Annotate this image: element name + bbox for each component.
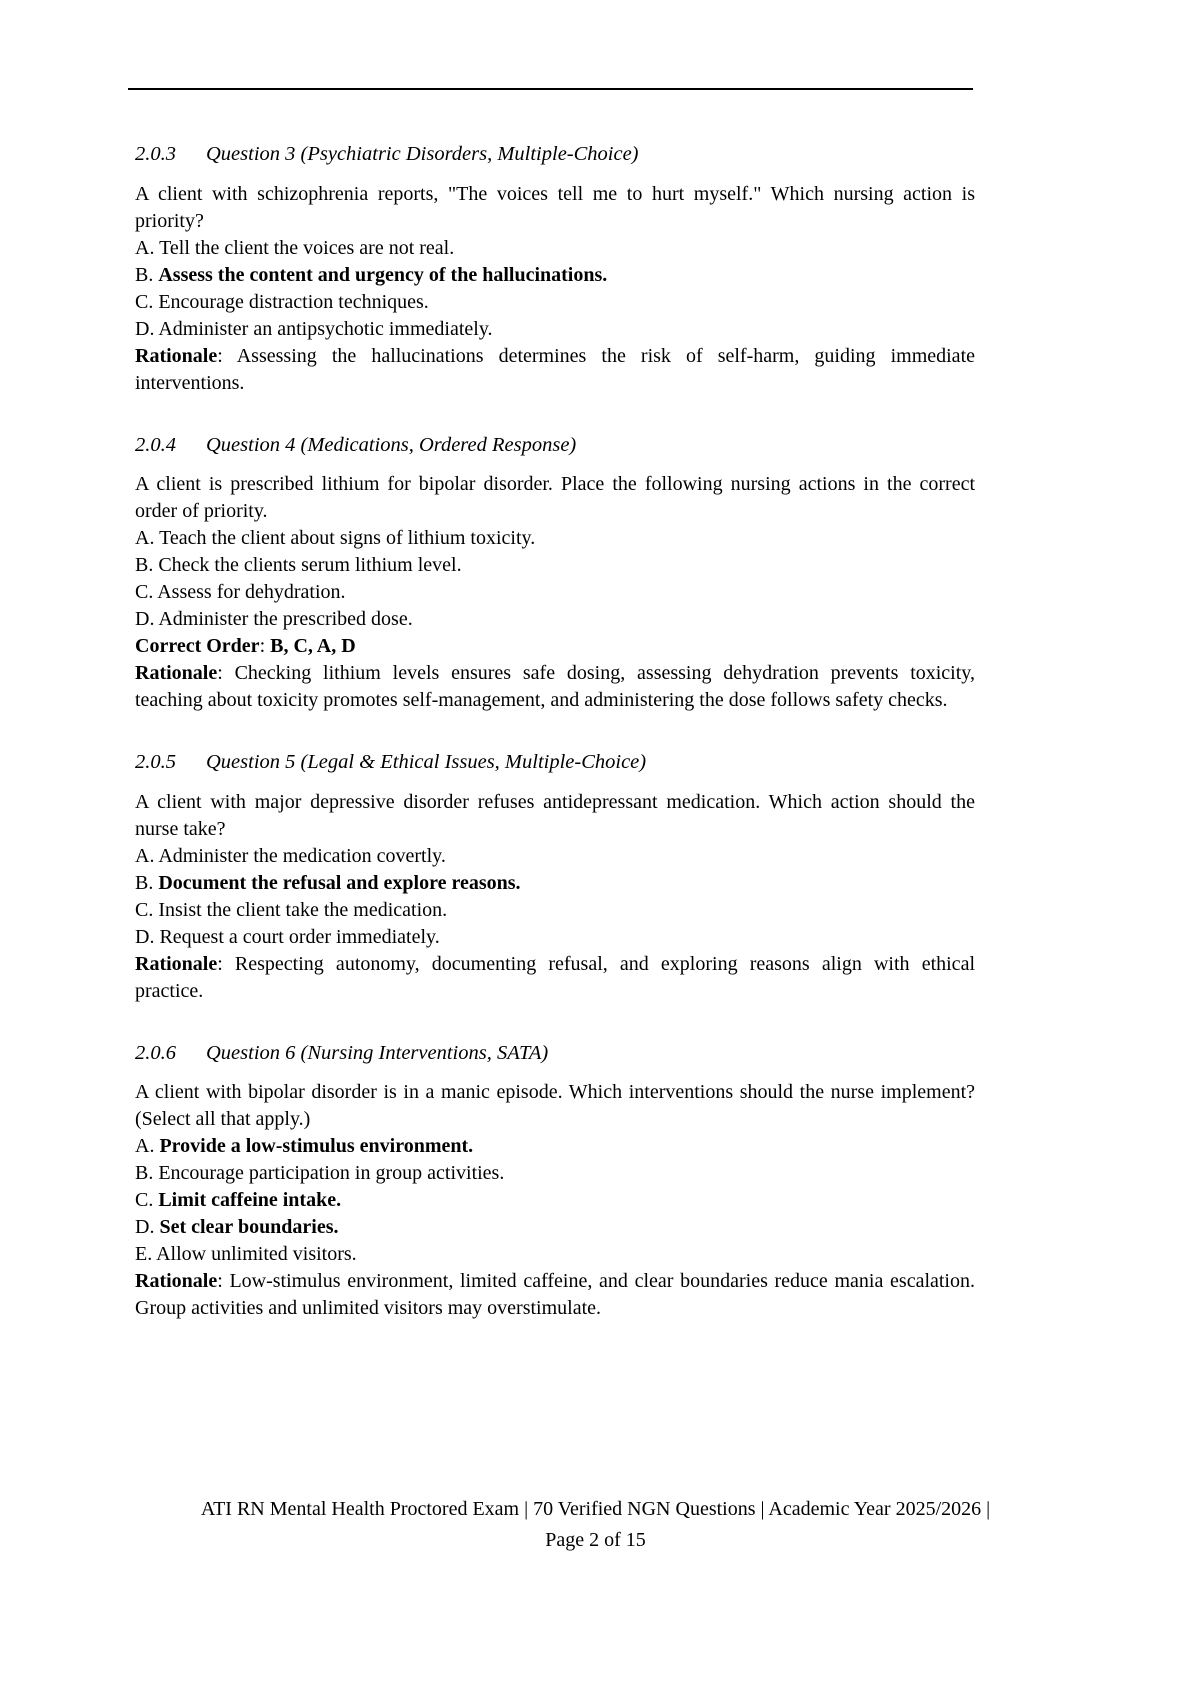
bold-text: Set clear boundaries. (159, 1216, 339, 1239)
bold-text: Provide a low-stimulus environment. (159, 1135, 474, 1158)
question-section (135, 433, 975, 715)
question-stem (135, 181, 975, 235)
answer-option (135, 870, 975, 897)
text: A client with major depressive disorder refuses antidepressant medication. Which action should the nurse take? (135, 790, 975, 840)
answer-option (135, 606, 975, 633)
question-heading (135, 142, 975, 167)
answer-option (135, 289, 975, 316)
question-number: 2.0.4 (135, 433, 176, 456)
question-title: Question 6 (Nursing Interventions, SATA) (206, 1041, 549, 1064)
correct-order-line (135, 633, 975, 660)
rationale (135, 951, 975, 1005)
question-stem (135, 1079, 975, 1133)
answer-option (135, 1133, 975, 1160)
question-body (135, 471, 975, 714)
rationale (135, 660, 975, 714)
answer-option (135, 316, 975, 343)
answer-option (135, 1214, 975, 1241)
question-heading (135, 750, 975, 775)
text: B. (135, 871, 159, 894)
answer-option (135, 897, 975, 924)
text: : Low-stimulus environment, limited caffeine, and clear boundaries reduce mania escalation. Group activities and unlimited visitors may overstimulate. (135, 1270, 975, 1320)
answer-option (135, 552, 975, 579)
question-title: Question 3 (Psychiatric Disorders, Multiple-Choice) (206, 143, 639, 165)
text: B. Encourage participation in group activities. (135, 1162, 505, 1185)
question-heading (135, 1041, 975, 1066)
text: A. Tell the client the voices are not real. (135, 236, 455, 259)
text: A client with bipolar disorder is in a manic episode. Which interventions should the nurse implement? (Select all that apply.) (135, 1081, 975, 1131)
page-footer (0, 1494, 1191, 1556)
text: A. Teach the client about signs of lithium toxicity. (135, 527, 536, 550)
text: : Respecting autonomy, documenting refusal, and exploring reasons align with ethical practice. (135, 952, 975, 1002)
answer-option (135, 262, 975, 289)
question-body (135, 1079, 975, 1322)
answer-option (135, 525, 975, 552)
text: E. Allow unlimited visitors. (135, 1243, 357, 1266)
answer-option (135, 1241, 975, 1268)
bold-text: Rationale (135, 344, 218, 367)
bold-text: B, C, A, D (270, 635, 356, 658)
text: D. Administer an antipsychotic immediately. (135, 317, 493, 340)
footer-page-number: Page 2 of 15 (545, 1529, 646, 1551)
answer-option (135, 924, 975, 951)
answer-option (135, 1160, 975, 1187)
question-body (135, 789, 975, 1005)
bold-text: Rationale (135, 952, 218, 975)
bold-text: Limit caffeine intake. (158, 1189, 342, 1212)
text: C. Insist the client take the medication. (135, 898, 448, 921)
question-heading (135, 433, 975, 458)
bold-text: Correct Order (135, 635, 260, 658)
rationale (135, 1268, 975, 1322)
text: : (259, 635, 271, 658)
bold-text: Assess the content and urgency of the hallucinations. (158, 263, 608, 286)
question-number: 2.0.6 (135, 1041, 176, 1064)
question-number: 2.0.5 (135, 751, 176, 774)
bold-text: Rationale (135, 1270, 218, 1293)
answer-option (135, 1187, 975, 1214)
text: C. (135, 1189, 159, 1212)
text: : Checking lithium levels ensures safe dosing, assessing dehydration prevents toxicity, teaching about toxicity promotes self-management, and administering the dose follows safety checks. (135, 662, 975, 712)
bold-text: Document the refusal and explore reasons. (158, 871, 521, 894)
text: A client with schizophrenia reports, "The voices tell me to hurt myself." Which nursing action is priority? (135, 182, 975, 232)
question-title: Question 5 (Legal & Ethical Issues, Multiple-Choice) (206, 751, 647, 774)
text: : Assessing the hallucinations determines the risk of self-harm, guiding immediate interventions. (135, 344, 975, 394)
text: A. (135, 1135, 160, 1158)
rationale (135, 343, 975, 397)
questions-container (135, 92, 975, 1322)
question-stem (135, 471, 975, 525)
answer-option (135, 843, 975, 870)
question-number: 2.0.3 (135, 143, 176, 165)
text: A client is prescribed lithium for bipolar disorder. Place the following nursing actions in the correct order of priority. (135, 473, 975, 523)
text: B. (135, 263, 159, 286)
question-title: Question 4 (Medications, Ordered Response) (206, 433, 577, 456)
text: D. Administer the prescribed dose. (135, 608, 413, 631)
question-stem (135, 789, 975, 843)
text: C. Assess for dehydration. (135, 581, 346, 604)
question-section (135, 750, 975, 1005)
question-section (135, 142, 975, 397)
bold-text: Rationale (135, 662, 218, 685)
header-rule (128, 88, 973, 90)
text: D. Request a court order immediately. (135, 925, 440, 948)
text: A. Administer the medication covertly. (135, 844, 446, 867)
text: C. Encourage distraction techniques. (135, 290, 429, 313)
text: B. Check the clients serum lithium level. (135, 554, 462, 577)
text: D. (135, 1216, 160, 1239)
question-section (135, 1041, 975, 1323)
answer-option (135, 579, 975, 606)
answer-option (135, 235, 975, 262)
question-body (135, 181, 975, 397)
footer-exam-info: ATI RN Mental Health Proctored Exam | 70 Verified NGN Questions | Academic Year 2025/2026 | (200, 1498, 991, 1520)
